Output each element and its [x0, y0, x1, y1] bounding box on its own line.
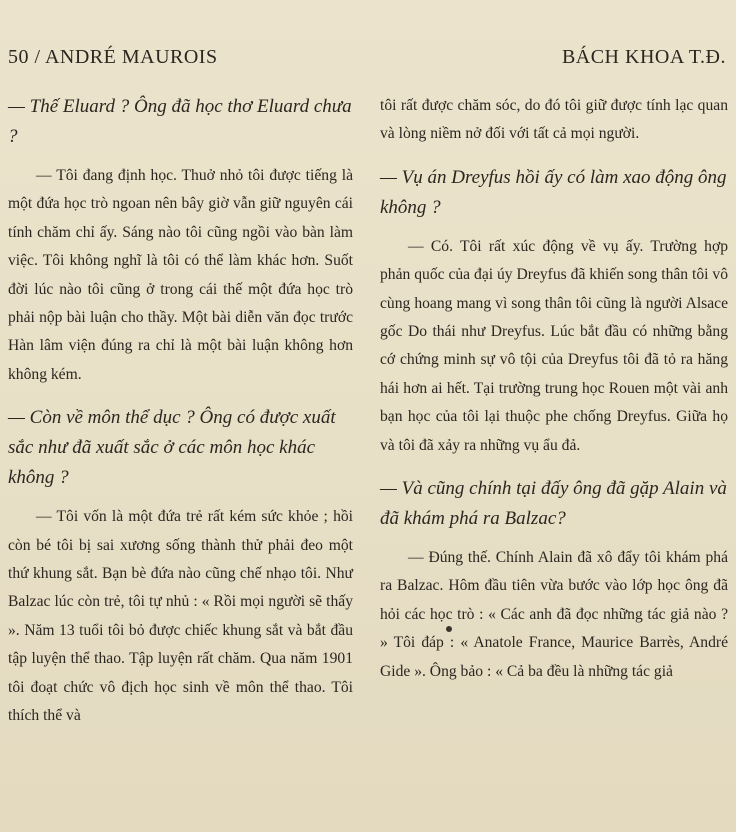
- question-eluard: — Thế Eluard ? Ông đã học thơ Eluard chưa ?: [8, 96, 352, 147]
- question-sport: — Còn về môn thể dục ? Ông có được xuất sắc như đã xuất sắc ở các môn học khác không ?: [8, 407, 336, 489]
- answer-alain-balzac: — Đúng thế. Chính Alain đã xô đẩy tôi khám phá ra Balzac. Hôm đầu tiên vừa bước vào lớp học ông đã hỏi các học trò : « Các anh đã đọc những tác giả nào ? » Tôi đáp : « Anatole France, Maurice Barrès, André Gide ». Ông bảo : « Cả ba đều là những tác giả: [380, 549, 728, 680]
- page-number-author: 50 / ANDRÉ MAUROIS: [8, 46, 218, 68]
- question-dreyfus: — Vụ án Dreyfus hồi ấy có làm xao động ông không ?: [380, 166, 727, 218]
- left-column: [8, 92, 353, 745]
- answer-dreyfus: — Có. Tôi rất xúc động về vụ ấy. Trường hợp phản quốc của đại úy Dreyfus đã khiến song thân tôi vô cùng hoang mang vì song thân tôi cũng là người Alsace gốc Do thái như Dreyfus. Lúc bắt đầu có những bằng cớ chứng minh sự vô tội của Dreyfus tôi đã tỏ ra hăng hái hơn ai hết. Tại trường trung học Rouen một vài anh bạn học của tôi lại thuộc phe chống Dreyfus. Giữa họ và tôi đã xảy ra những vụ ẩu đả.: [380, 237, 728, 454]
- continued-paragraph: tôi rất được chăm sóc, do đó tôi giữ được tính lạc quan và lòng niềm nở đối với tất cả mọi người.: [380, 97, 728, 143]
- page-header: [8, 44, 730, 74]
- journal-title: BÁCH KHOA T.Đ.: [561, 46, 726, 68]
- right-column: [380, 92, 728, 700]
- ink-speck: [446, 626, 452, 632]
- question-alain-balzac: — Và cũng chính tại đấy ông đã gặp Alain và đã khám phá ra Balzac?: [380, 478, 727, 530]
- answer-eluard: — Tôi đang định học. Thuở nhỏ tôi được tiếng là một đứa học trò ngoan nên bây giờ vẫn giữ nguyên cái tính chăm chỉ ấy. Sáng nào tôi cũng ngồi vào bàn làm việc. Tôi không nghĩ là tôi có thể làm khác hơn. Suốt đời lúc nào tôi cũng ở trong cái thế một đứa học trò phải nộp bài luận cho thầy. Một bài diễn văn đọc trước Hàn lâm viện đúng ra chỉ là một bài luận không hơn không kém.: [8, 167, 353, 383]
- answer-sport: — Tôi vốn là một đứa trẻ rất kém sức khỏe ; hồi còn bé tôi bị sai xương sống thành thử phải đeo một thứ khung sắt. Bạn bè đứa nào cũng chế nhạo tôi. Như Balzac lúc còn trẻ, tôi tự nhủ : « Rồi mọi người sẽ thấy ». Năm 13 tuổi tôi bỏ được chiếc khung sắt và bắt đầu tập luyện thể thao. Tập luyện rất chăm. Qua năm 1901 tôi đoạt chức vô địch học sinh về môn thể thao. Tôi thích thể và: [8, 508, 353, 725]
